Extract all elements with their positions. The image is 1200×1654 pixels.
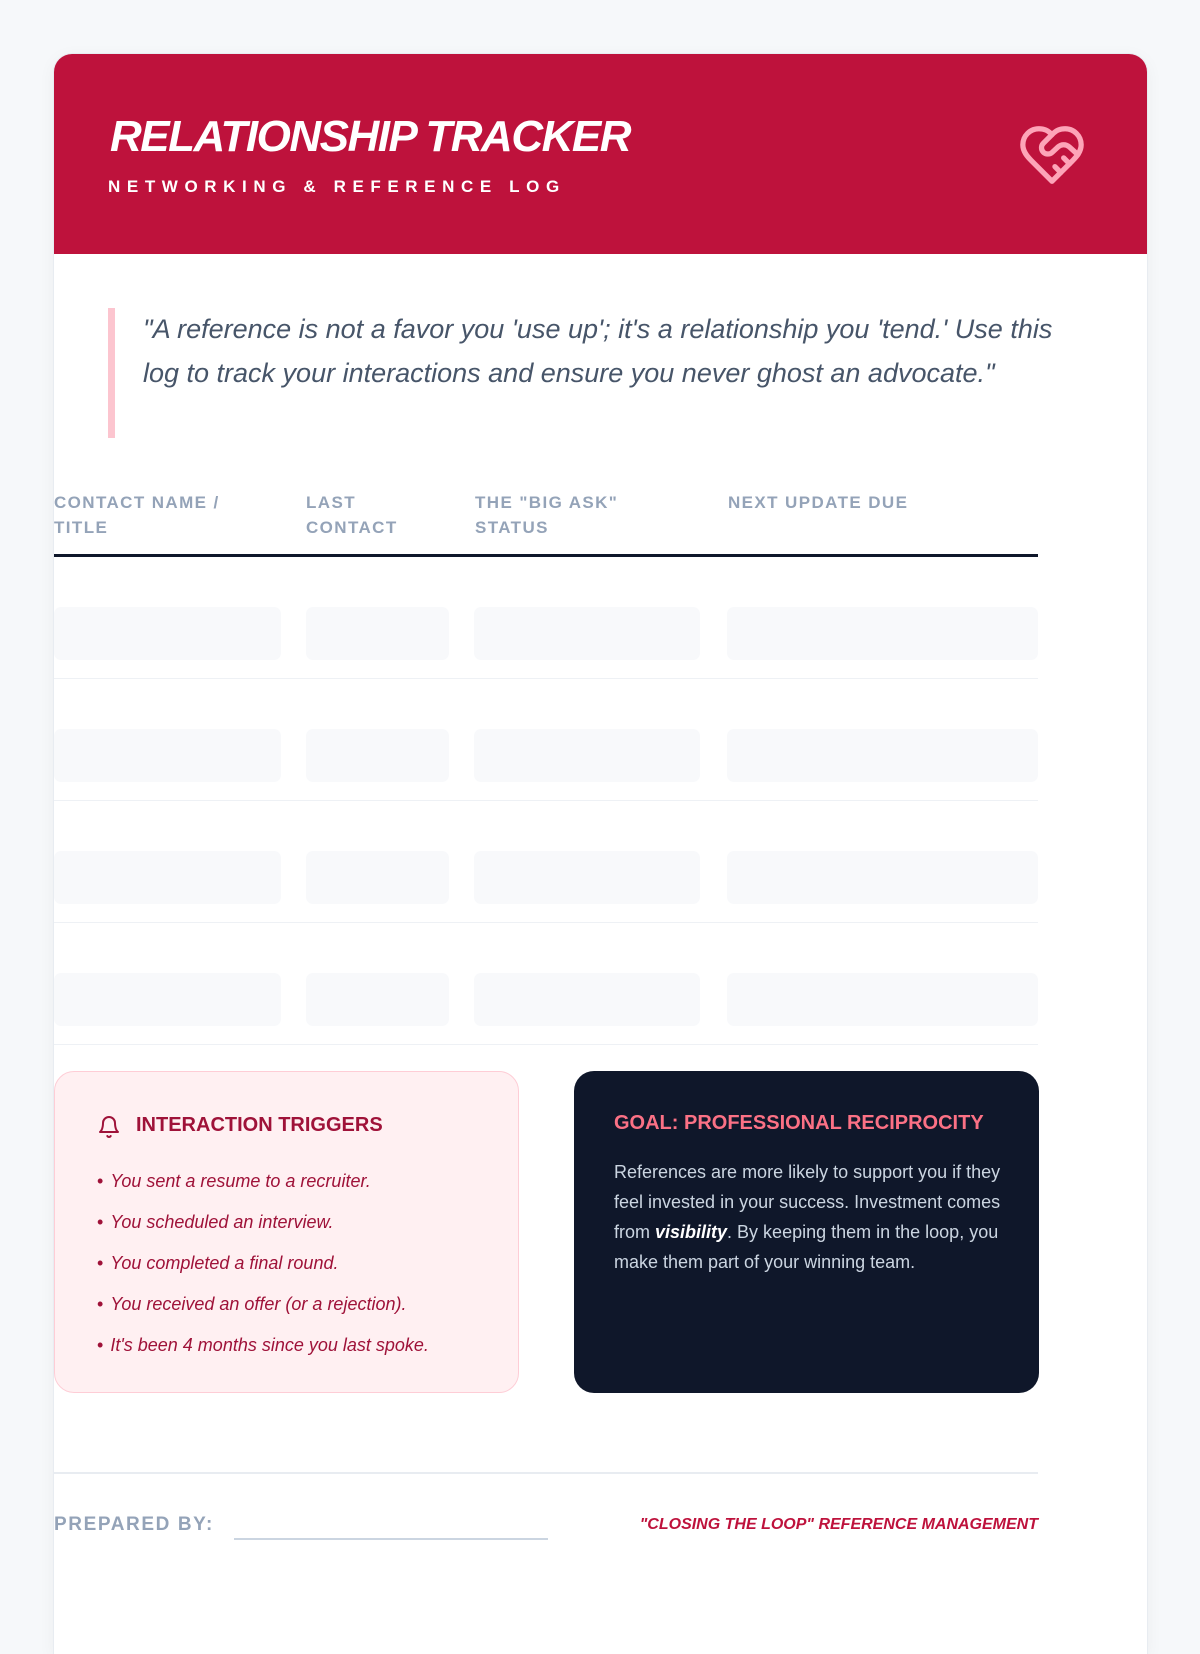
goal-body-emphasis: visibility bbox=[655, 1222, 728, 1242]
trigger-item: • You scheduled an interview. bbox=[97, 1202, 429, 1243]
big-ask-status-field[interactable] bbox=[474, 973, 700, 1026]
trigger-list bbox=[97, 1161, 429, 1366]
column-header-contact: CONTACT NAME / TITLE bbox=[54, 493, 220, 537]
prepared-by-label: PREPARED BY: bbox=[54, 1514, 214, 1535]
table-header bbox=[54, 490, 1038, 558]
table-row bbox=[54, 923, 1038, 1045]
next-update-field[interactable] bbox=[727, 851, 1038, 904]
last-contact-field[interactable] bbox=[306, 607, 449, 660]
header-banner bbox=[54, 54, 1147, 254]
trigger-item: • You received an offer (or a rejection). bbox=[97, 1284, 429, 1325]
big-ask-status-field[interactable] bbox=[474, 729, 700, 782]
trigger-item: • You sent a resume to a recruiter. bbox=[97, 1161, 429, 1202]
next-update-field[interactable] bbox=[727, 973, 1038, 1026]
big-ask-status-field[interactable] bbox=[474, 851, 700, 904]
column-header-last-contact: LAST CONTACT bbox=[306, 493, 398, 537]
bell-icon bbox=[97, 1114, 121, 1140]
goal-body-text-end: . By keeping them in the loop, you make them part of your winning team. bbox=[614, 1222, 999, 1272]
goal-panel bbox=[574, 1071, 1039, 1393]
prepared-by-field[interactable] bbox=[234, 1538, 548, 1540]
table-row bbox=[54, 679, 1038, 801]
contact-name-field[interactable] bbox=[54, 729, 281, 782]
triggers-title: INTERACTION TRIGGERS bbox=[136, 1114, 383, 1136]
column-header-big-ask: THE "BIG ASK" STATUS bbox=[475, 493, 619, 537]
next-update-field[interactable] bbox=[727, 607, 1038, 660]
contact-name-field[interactable] bbox=[54, 973, 281, 1026]
contact-name-field[interactable] bbox=[54, 607, 281, 660]
goal-body bbox=[614, 1157, 1004, 1277]
contact-name-field[interactable] bbox=[54, 851, 281, 904]
table-row bbox=[54, 801, 1038, 923]
goal-title: GOAL: PROFESSIONAL RECIPROCITY bbox=[614, 1112, 984, 1134]
column-header-next-update: NEXT UPDATE DUE bbox=[728, 493, 909, 512]
intro-quote: "A reference is not a favor you 'use up'; it's a relationship you 'tend.' Use this log to track your interactions and ensure you never ghost an advocate." bbox=[108, 308, 1053, 438]
page-title: RELATIONSHIP TRACKER bbox=[110, 112, 630, 161]
goal-body-text: References are more likely to support you if they feel invested in your success. Investment comes from bbox=[614, 1162, 1001, 1242]
trigger-item: • You completed a final round. bbox=[97, 1243, 429, 1284]
last-contact-field[interactable] bbox=[306, 729, 449, 782]
table-row bbox=[54, 557, 1038, 679]
heart-handshake-icon bbox=[1014, 120, 1090, 190]
last-contact-field[interactable] bbox=[306, 851, 449, 904]
big-ask-status-field[interactable] bbox=[474, 607, 700, 660]
footer-brand: "CLOSING THE LOOP" REFERENCE MANAGEMENT bbox=[639, 1516, 1038, 1533]
last-contact-field[interactable] bbox=[306, 973, 449, 1026]
interaction-triggers-panel bbox=[54, 1071, 519, 1393]
footer-divider bbox=[54, 1472, 1038, 1474]
next-update-field[interactable] bbox=[727, 729, 1038, 782]
trigger-item: • It's been 4 months since you last spoke. bbox=[97, 1325, 429, 1366]
page-subtitle: NETWORKING & REFERENCE LOG bbox=[108, 177, 566, 196]
